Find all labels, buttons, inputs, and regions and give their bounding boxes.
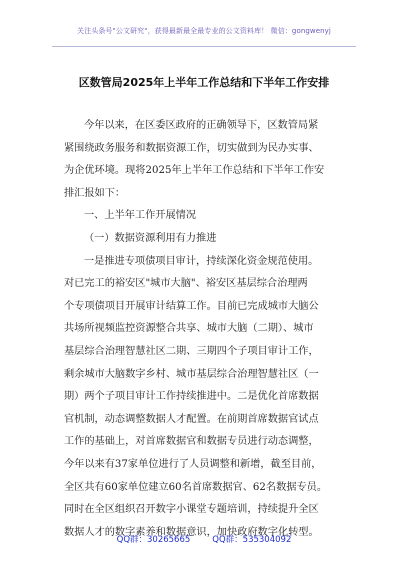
body-line: 同时在全区组织召开数字小课堂专题培训，持续提升全区: [64, 504, 319, 516]
body-line: 为企优环境。现将2025年上半年工作总结和下半年工作安: [64, 165, 325, 177]
body-line: 排汇报如下：: [64, 187, 126, 199]
body-line: 紧围绕政务服务和数据资源工作，切实做到为民办实事、: [64, 142, 319, 154]
body-line: 工作的基础上，对首席数据官和数据专员进行动态调整，: [64, 436, 319, 448]
body-line: 数据人才的数字素养和数据意识，加快政府数字化转型。: [64, 526, 319, 538]
body-line: 一是推进专项债项目审计，持续深化资金规范使用。: [84, 255, 319, 267]
body-line: 今年以来有37家单位进行了人员调整和新增，截至目前，: [64, 458, 322, 470]
body-line: 共场所视频监控资源整合共享、城市大脑（二期）、城市: [64, 323, 314, 335]
header-banner: 关注头条号"公文研究"，获得最新最全最专业的公文资料库！ 微信：gongwenyj: [77, 27, 331, 35]
header-divider: [52, 46, 356, 47]
qq-group-2: QQ群：535304092: [212, 535, 292, 545]
document-title: 区数管局2025年上半年工作总结和下半年工作安排: [78, 76, 330, 89]
body-line: 剩余城市大脑数字乡村、城市基层综合治理智慧社区（一: [64, 368, 319, 380]
footer-contact: [0, 533, 408, 545]
qq-group-1: QQ群：30265665: [116, 535, 191, 545]
body-line: 官机制，动态调整数据人才配置。在前期首席数据官试点: [64, 413, 319, 425]
section-heading: 一、上半年工作开展情况: [84, 210, 197, 222]
body-line: 期）两个子项目审计工作持续推进中。二是优化首席数据: [64, 391, 319, 403]
body-line: 个专项债项目开展审计结算工作。目前已完成城市大脑公: [64, 300, 319, 312]
body-line: 基层综合治理智慧社区二期、三期四个子项目审计工作，: [64, 345, 319, 357]
subsection-heading: （一）数据资源利用有力推进: [84, 232, 217, 244]
body-line: 对已完工的裕安区"城市大脑"、裕安区基层综合治理两: [64, 278, 308, 290]
body-line: 全区共有60家单位建立60名首席数据官、62名数据专员。: [64, 481, 328, 493]
document-body: [64, 115, 354, 544]
body-line: 今年以来，在区委区政府的正确领导下，区数管局紧: [84, 120, 319, 131]
